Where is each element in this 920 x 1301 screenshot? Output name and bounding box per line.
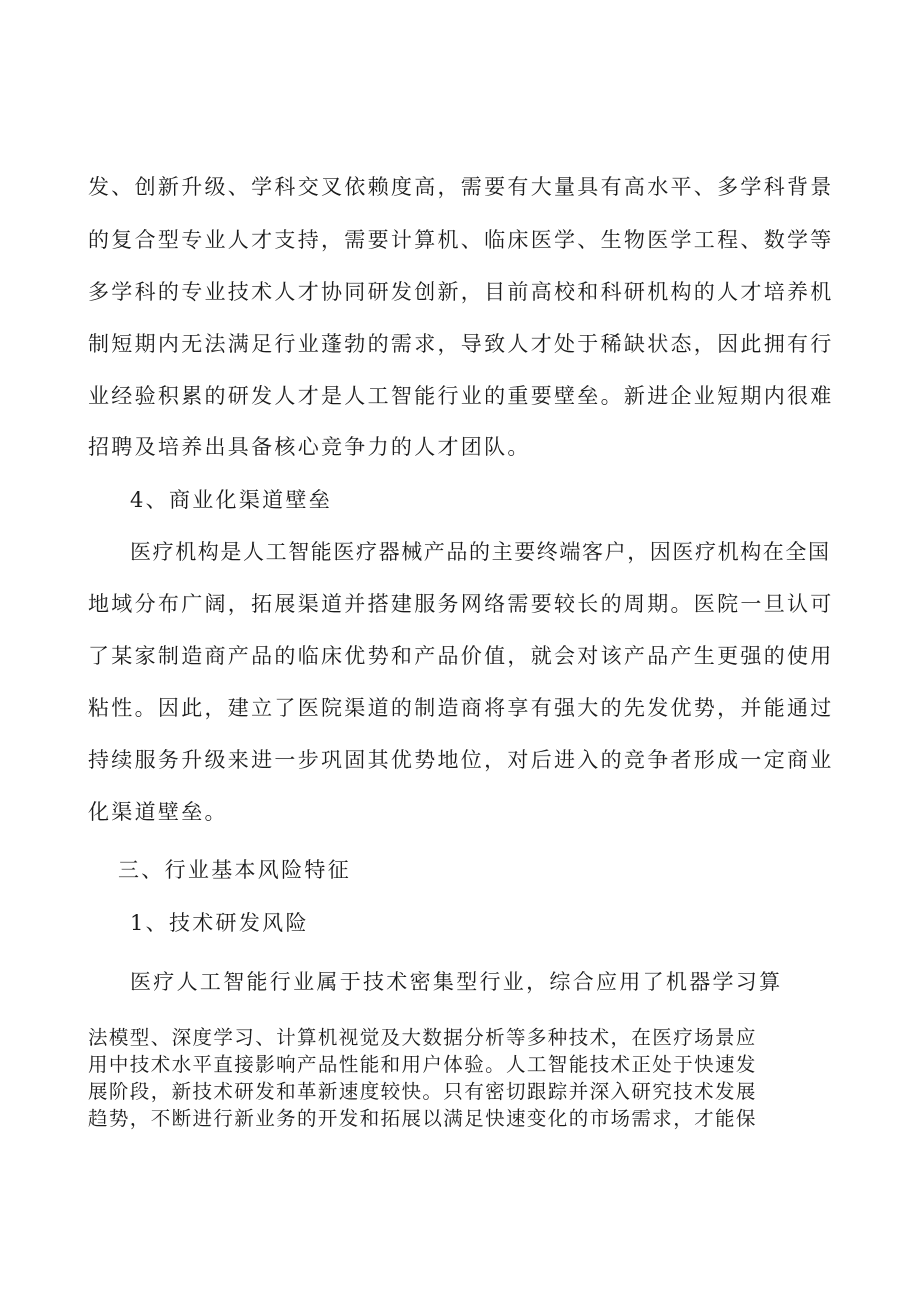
subsection-heading-4: 4、商业化渠道壁垒 [130, 488, 333, 512]
section-heading-3: 三、行业基本风险特征 [118, 858, 351, 882]
paragraph-3-line-1: 医疗人工智能行业属于技术密集型行业，综合应用了机器学习算 [130, 970, 783, 994]
paragraph-2-line-2: 地域分布广阔，拓展渠道并搭建服务网络需要较长的周期。医院一旦认可 [88, 592, 834, 616]
paragraph-2-line-6: 化渠道壁垒。 [88, 800, 228, 824]
paragraph-2-line-1: 医疗机构是人工智能医疗器械产品的主要终端客户，因医疗机构在全国 [130, 540, 831, 564]
paragraph-2-line-3: 了某家制造商产品的临床优势和产品价值，就会对该产品产生更强的使用 [88, 644, 834, 668]
subsection-heading-1: 1、技术研发风险 [130, 911, 309, 935]
paragraph-2-line-4: 粘性。因此，建立了医院渠道的制造商将享有强大的先发优势，并能通过 [88, 696, 834, 720]
paragraph-3-line-3: 用中技术水平直接影响产品性能和用户体验。人工智能技术正处于快速发 [88, 1053, 757, 1076]
paragraph-1-line-5: 业经验积累的研发人才是人工智能行业的重要壁垒。新进企业短期内很难 [88, 384, 834, 408]
paragraph-3-line-5: 趋势，不断进行新业务的开发和拓展以满足快速变化的市场需求，才能保 [88, 1107, 757, 1130]
paragraph-1-line-3: 多学科的专业技术人才协同研发创新，目前高校和科研机构的人才培养机 [88, 280, 834, 304]
paragraph-1-line-1: 发、创新升级、学科交叉依赖度高，需要有大量具有高水平、多学科背景 [88, 175, 834, 199]
paragraph-3-line-4: 展阶段，新技术研发和革新速度较快。只有密切跟踪并深入研究技术发展 [88, 1080, 757, 1103]
paragraph-3-line-2: 法模型、深度学习、计算机视觉及大数据分析等多种技术，在医疗场景应 [88, 1026, 757, 1049]
paragraph-1-line-6: 招聘及培养出具备核心竞争力的人才团队。 [88, 435, 531, 459]
paragraph-2-line-5: 持续服务升级来进一步巩固其优势地位，对后进入的竞争者形成一定商业 [88, 748, 834, 772]
paragraph-1-line-4: 制短期内无法满足行业蓬勃的需求，导致人才处于稀缺状态，因此拥有行 [88, 332, 834, 356]
paragraph-1-line-2: 的复合型专业人才支持，需要计算机、临床医学、生物医学工程、数学等 [88, 228, 834, 252]
